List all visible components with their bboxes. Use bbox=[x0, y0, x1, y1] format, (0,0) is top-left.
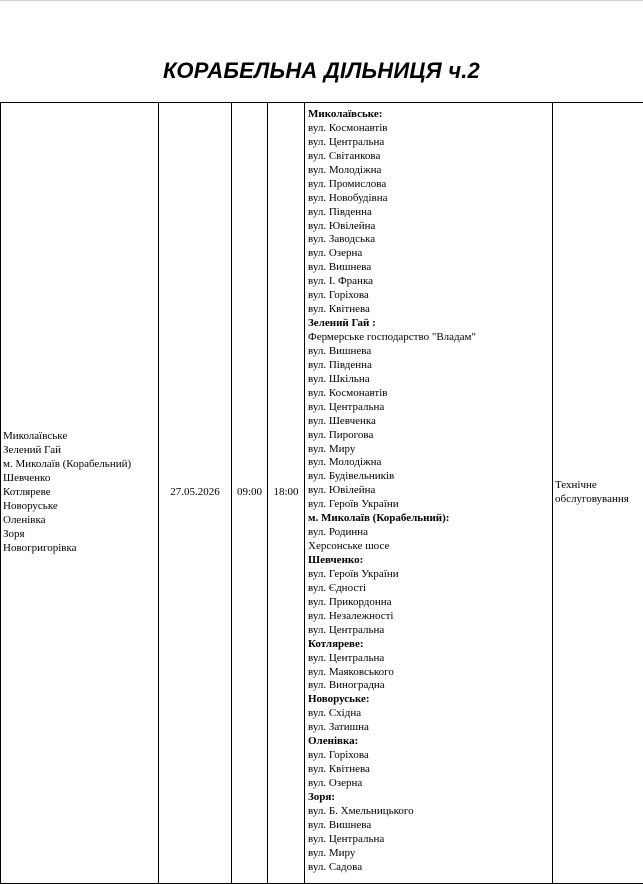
street-group-heading: м. Миколаїв (Корабельний): bbox=[308, 512, 549, 526]
street-item: вул. Вишнева bbox=[308, 345, 549, 359]
street-item: вул. Центральна bbox=[308, 136, 549, 150]
street-item: вул. Південна bbox=[308, 206, 549, 220]
street-item: вул. Шевченка bbox=[308, 415, 549, 429]
outage-date: 27.05.2026 bbox=[170, 486, 220, 498]
street-group-heading: Зоря: bbox=[308, 791, 549, 805]
street-item: вул. Південна bbox=[308, 359, 549, 373]
date-cell bbox=[159, 103, 232, 884]
street-item: вул. Горіхова bbox=[308, 749, 549, 763]
street-item: вул. Єдності bbox=[308, 582, 549, 596]
street-item: вул. Заводська bbox=[308, 233, 549, 247]
street-item: вул. Квітнева bbox=[308, 303, 549, 317]
time-to: 18:00 bbox=[273, 486, 298, 498]
settlement-item: Оленівка bbox=[3, 514, 156, 528]
street-item: вул. Миру bbox=[308, 847, 549, 861]
settlement-item: м. Миколаїв (Корабельний) bbox=[3, 458, 156, 472]
street-item: вул. Миру bbox=[308, 443, 549, 457]
street-item: вул. Маяковського bbox=[308, 666, 549, 680]
outage-schedule-table bbox=[0, 102, 643, 884]
street-item: вул. І. Франка bbox=[308, 275, 549, 289]
street-item: вул. Центральна bbox=[308, 652, 549, 666]
settlement-item: Миколаївське bbox=[3, 430, 156, 444]
street-item: вул. Новобудівна bbox=[308, 192, 549, 206]
street-item: вул. Героїв України bbox=[308, 498, 549, 512]
street-item: вул. Ювілейна bbox=[308, 484, 549, 498]
street-group-heading: Шевченко: bbox=[308, 554, 549, 568]
streets-list bbox=[308, 108, 549, 875]
street-item: вул. Виноградна bbox=[308, 679, 549, 693]
street-item: вул. Вишнева bbox=[308, 819, 549, 833]
street-item: вул. Східна bbox=[308, 707, 549, 721]
table-row bbox=[1, 103, 643, 884]
street-item: вул. Вишнева bbox=[308, 261, 549, 275]
settlements-list bbox=[3, 430, 156, 555]
street-item: вул. Будівельників bbox=[308, 470, 549, 484]
page-title: КОРАБЕЛЬНА ДІЛЬНИЦЯ ч.2 bbox=[0, 58, 643, 84]
street-item: вул. Родинна bbox=[308, 526, 549, 540]
street-item: вул. Озерна bbox=[308, 777, 549, 791]
street-item: вул. Незалежності bbox=[308, 610, 549, 624]
street-item: вул. Озерна bbox=[308, 247, 549, 261]
street-item: вул. Космонавтів bbox=[308, 122, 549, 136]
settlement-item: Новоруське bbox=[3, 500, 156, 514]
street-group-heading: Зелений Гай : bbox=[308, 317, 549, 331]
street-item: вул. Молодіжна bbox=[308, 164, 549, 178]
street-group-heading: Котляреве: bbox=[308, 638, 549, 652]
settlement-item: Зоря bbox=[3, 528, 156, 542]
street-item: вул. Молодіжна bbox=[308, 456, 549, 470]
settlement-item: Шевченко bbox=[3, 472, 156, 486]
street-item: вул. Затишна bbox=[308, 721, 549, 735]
street-item: Херсонське шосе bbox=[308, 540, 549, 554]
street-item: вул. Прикордонна bbox=[308, 596, 549, 610]
street-item: вул. Пирогова bbox=[308, 429, 549, 443]
time-from: 09:00 bbox=[237, 486, 262, 498]
street-item: вул. Космонавтів bbox=[308, 387, 549, 401]
top-divider bbox=[0, 0, 643, 1]
time-to-cell bbox=[268, 103, 305, 884]
settlement-item: Новогригорівка bbox=[3, 542, 156, 556]
street-item: вул. Б. Хмельницького bbox=[308, 805, 549, 819]
streets-cell bbox=[305, 103, 553, 884]
street-group-heading: Новоруське: bbox=[308, 693, 549, 707]
street-item: вул. Ювілейна bbox=[308, 220, 549, 234]
settlement-item: Зелений Гай bbox=[3, 444, 156, 458]
street-item: вул. Центральна bbox=[308, 833, 549, 847]
street-item: вул. Центральна bbox=[308, 624, 549, 638]
street-group-heading: Оленівка: bbox=[308, 735, 549, 749]
street-item: вул. Горіхова bbox=[308, 289, 549, 303]
street-item: вул. Квітнева bbox=[308, 763, 549, 777]
street-item: вул. Садова bbox=[308, 861, 549, 875]
street-item: вул. Промислова bbox=[308, 178, 549, 192]
street-group-heading: Миколаївське: bbox=[308, 108, 549, 122]
reason-cell bbox=[553, 103, 643, 884]
street-item: вул. Шкільна bbox=[308, 373, 549, 387]
settlements-cell bbox=[1, 103, 159, 884]
time-from-cell bbox=[232, 103, 268, 884]
street-item: Фермерське господарство "Владам" bbox=[308, 331, 549, 345]
settlement-item: Котляреве bbox=[3, 486, 156, 500]
street-item: вул. Героїв України bbox=[308, 568, 549, 582]
outage-reason: Технічне обслуговування bbox=[555, 479, 629, 505]
street-item: вул. Центральна bbox=[308, 401, 549, 415]
street-item: вул. Світанкова bbox=[308, 150, 549, 164]
